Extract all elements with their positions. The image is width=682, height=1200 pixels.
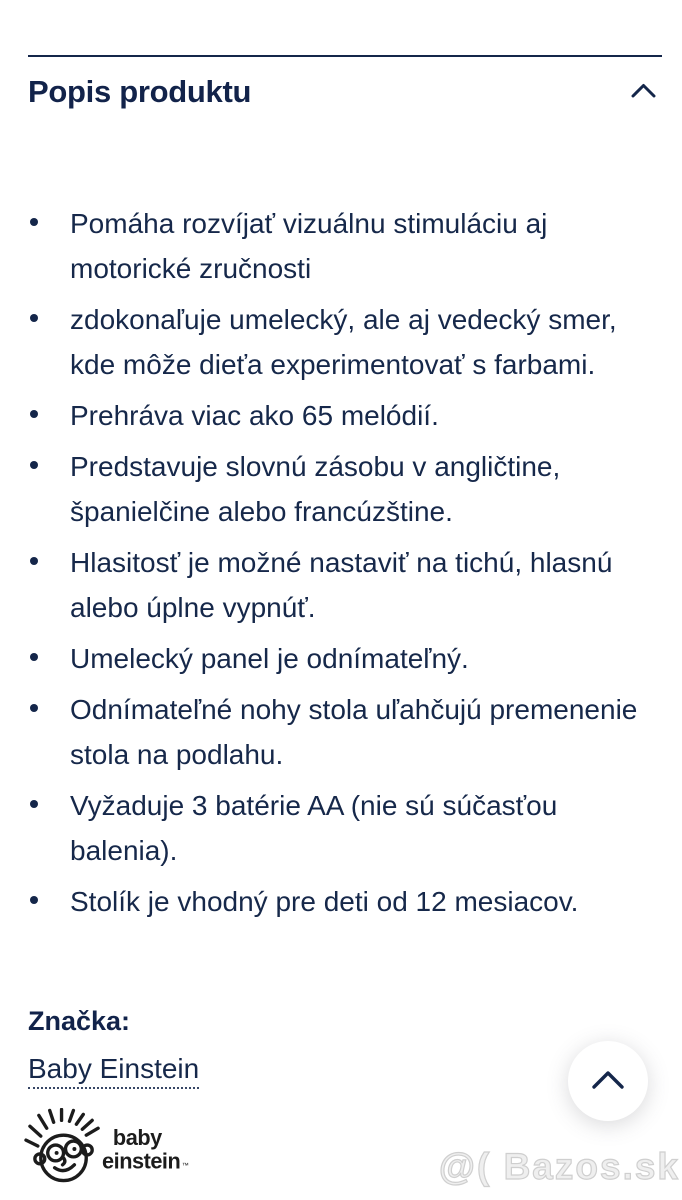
product-feature-list: [28, 201, 658, 930]
list-item-text: zdokonaľuje umelecký, ale aj vedecký smer, kde môže dieťa experimentovať s farbami.: [70, 304, 617, 380]
chevron-up-icon: [631, 83, 656, 101]
scroll-to-top-button[interactable]: [568, 1041, 648, 1121]
collapse-section-button[interactable]: [629, 79, 658, 105]
bullet-icon: [30, 800, 38, 808]
list-item-text: Vyžaduje 3 batérie AA (nie sú súčasťou balenia).: [70, 790, 558, 866]
list-item: [28, 201, 658, 291]
list-item: [28, 636, 658, 681]
bullet-icon: [30, 704, 38, 712]
bullet-icon: [30, 410, 38, 418]
bazos-watermark: @( Bazos.sk: [438, 1146, 680, 1187]
bullet-icon: [30, 557, 38, 565]
section-title: Popis produktu: [28, 74, 252, 109]
section-divider: [28, 55, 662, 57]
list-item: [28, 393, 658, 438]
list-item: [28, 687, 658, 777]
bullet-icon: [30, 314, 38, 322]
baby-einstein-logo: [24, 1108, 192, 1186]
list-item: [28, 783, 658, 873]
brand-label: Značka:: [28, 1006, 131, 1036]
list-item-text: Umelecký panel je odnímateľný.: [70, 643, 469, 674]
list-item: [28, 879, 658, 924]
bullet-icon: [30, 218, 38, 226]
bullet-icon: [30, 896, 38, 904]
list-item: [28, 540, 658, 630]
list-item-text: Odnímateľné nohy stola uľahčujú premenenie stola na podlahu.: [70, 694, 638, 770]
logo-text-baby: baby: [112, 1125, 162, 1151]
logo-text-einstein: einstein: [102, 1148, 181, 1174]
list-item-text: Pomáha rozvíjať vizuálnu stimuláciu aj motorické zručnosti: [70, 208, 548, 284]
bullet-icon: [30, 461, 38, 469]
list-item-text: Prehráva viac ako 65 melódií.: [70, 400, 439, 431]
list-item-text: Stolík je vhodný pre deti od 12 mesiacov.: [70, 886, 579, 917]
logo-face-icon: [26, 1109, 98, 1180]
list-item-text: Hlasitosť je možné nastaviť na tichú, hlasnú alebo úplne vypnúť.: [70, 547, 613, 623]
logo-trademark: ™: [182, 1162, 190, 1170]
list-item: [28, 297, 658, 387]
list-item: [28, 444, 658, 534]
section-header: [28, 74, 658, 110]
list-item-text: Predstavuje slovnú zásobu v angličtine, španielčine alebo francúzštine.: [70, 451, 561, 527]
bullet-icon: [30, 653, 38, 661]
brand-link[interactable]: Baby Einstein: [28, 1053, 199, 1089]
chevron-up-icon: [591, 1070, 625, 1093]
